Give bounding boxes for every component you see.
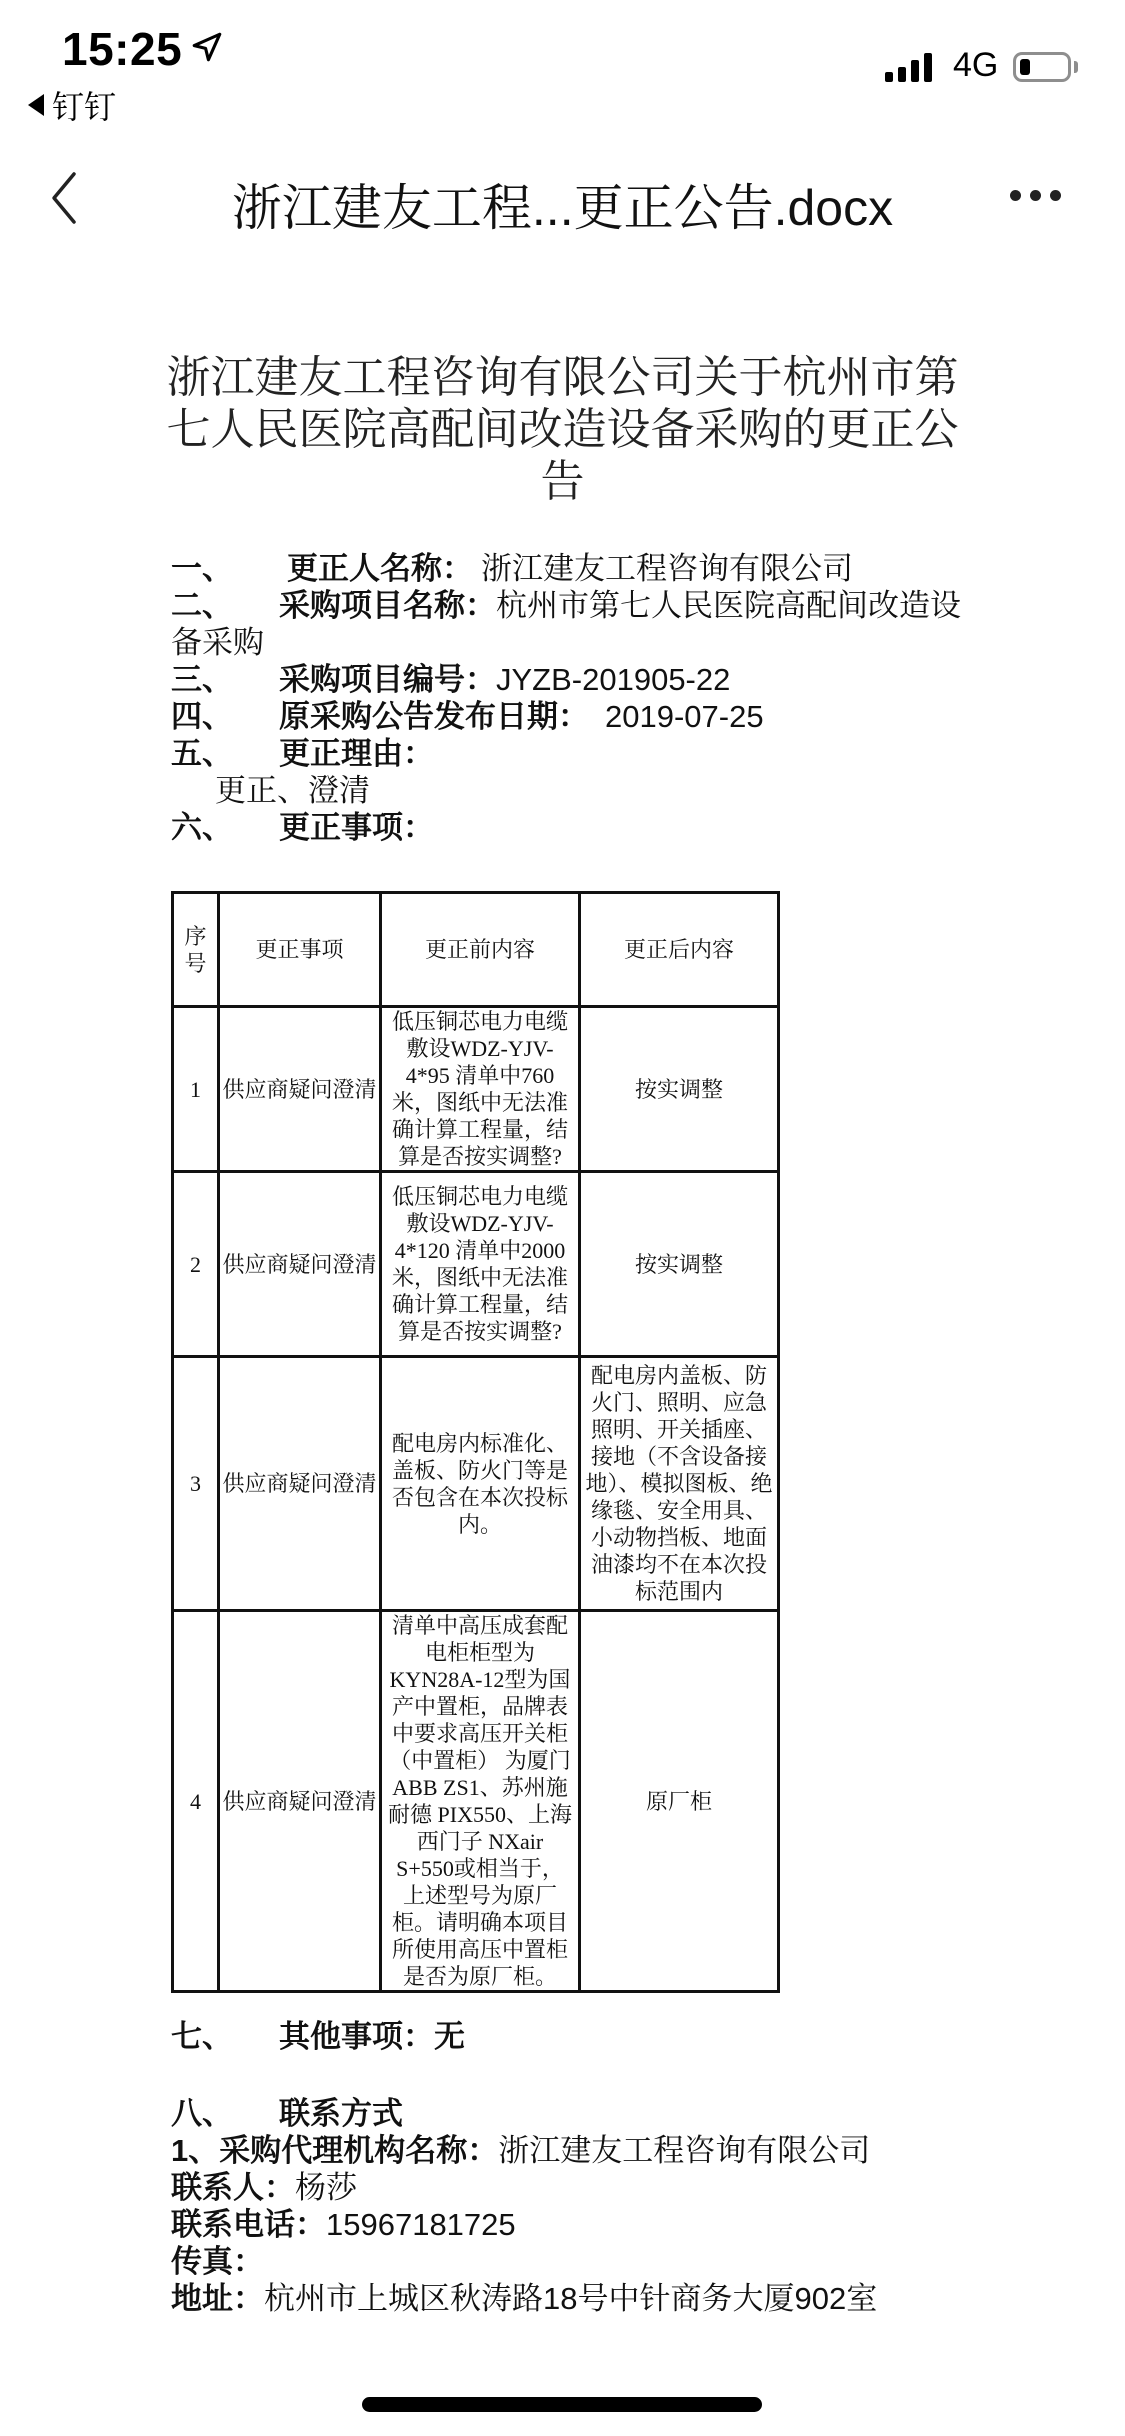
contact-phone: 联系电话：15967181725	[171, 2207, 516, 2242]
battery-cap	[1074, 61, 1078, 73]
home-indicator[interactable]	[362, 2397, 762, 2412]
header-item: 更正事项	[219, 893, 381, 1007]
header-after: 更正后内容	[580, 893, 779, 1007]
section-5-reason: 更正、澄清	[215, 773, 370, 808]
table-header-row	[173, 893, 779, 1007]
header-no: 序号	[173, 893, 219, 1007]
battery-icon	[1013, 52, 1071, 82]
back-app-label: 钉钉	[52, 89, 117, 125]
table-row: 2 供应商疑问澄清 低压铜芯电力电缆敷设WDZ-YJV-4*120 清单中2000米，图纸中无法准确计算工程量，结算是否按实调整? 按实调整	[173, 1172, 779, 1357]
status-time: 15:25	[62, 23, 183, 75]
document-heading: 浙江建友工程咨询有限公司关于杭州市第七人民医院高配间改造设备采购的更正公告	[166, 353, 959, 506]
table-row: 1 供应商疑问澄清 低压铜芯电力电缆敷设WDZ-YJV-4*95 清单中760米，图纸中无法准确计算工程量，结算是否按实调整? 按实调整	[173, 1007, 779, 1172]
back-to-app-button[interactable]	[28, 82, 116, 128]
announcement-sections	[171, 550, 991, 846]
table-row: 3 供应商疑问澄清 配电房内标准化、盖板、防火门等是否包含在本次投标内。 配电房内盖板、防火门、照明、应急照明、开关插座、接地（不含设备接地）、模拟图板、绝缘毯、安全用具、小动物挡板、地面油漆均不在本次投标范围内	[173, 1357, 779, 1611]
contact-section	[171, 2095, 877, 2317]
location-arrow-icon	[190, 30, 224, 64]
contact-address: 地址：杭州市上城区秋涛路18号中针商务大厦902室	[171, 2281, 878, 2316]
table-row: 4 供应商疑问澄清 清单中高压成套配电柜柜型为KYN28A-12型为国产中置柜，品牌表中要求高压开关柜（中置柜） 为厦门ABB ZS1、苏州施耐德 PIX550、上海西门子 NXair S+550或相当于，上述型号为原厂柜。请明确本项目所使用高压中置柜是否为原厂柜。 原厂柜	[173, 1611, 779, 1992]
more-options-icon[interactable]	[1010, 190, 1061, 201]
section-2: 二、 采购项目名称：杭州市第七人民医院高配间改造设备采购	[171, 588, 961, 660]
section-4: 四、 原采购公告发布日期： 2019-07-25	[171, 699, 764, 734]
back-triangle-icon	[28, 94, 44, 116]
section-5: 五、 更正理由：	[171, 736, 434, 771]
contact-fax: 传真：	[171, 2244, 264, 2279]
contact-person: 联系人：杨莎	[171, 2170, 357, 2205]
network-type: 4G	[953, 46, 999, 84]
contact-agency: 1、采购代理机构名称：浙江建友工程咨询有限公司	[171, 2133, 871, 2168]
section-1: 一、 更正人名称： 浙江建友工程咨询有限公司	[171, 551, 853, 586]
section-8: 八、 联系方式	[171, 2096, 403, 2131]
section-6: 六、 更正事项：	[171, 810, 434, 845]
document-file-title: 浙江建友工程...更正公告.docx	[231, 180, 894, 236]
correction-table	[171, 891, 780, 1993]
cellular-signal-icon	[885, 52, 932, 82]
section-3: 三、 采购项目编号：JYZB-201905-22	[171, 662, 731, 697]
header-before: 更正前内容	[381, 893, 580, 1007]
section-7: 七、 其他事项：无	[171, 2019, 465, 2054]
